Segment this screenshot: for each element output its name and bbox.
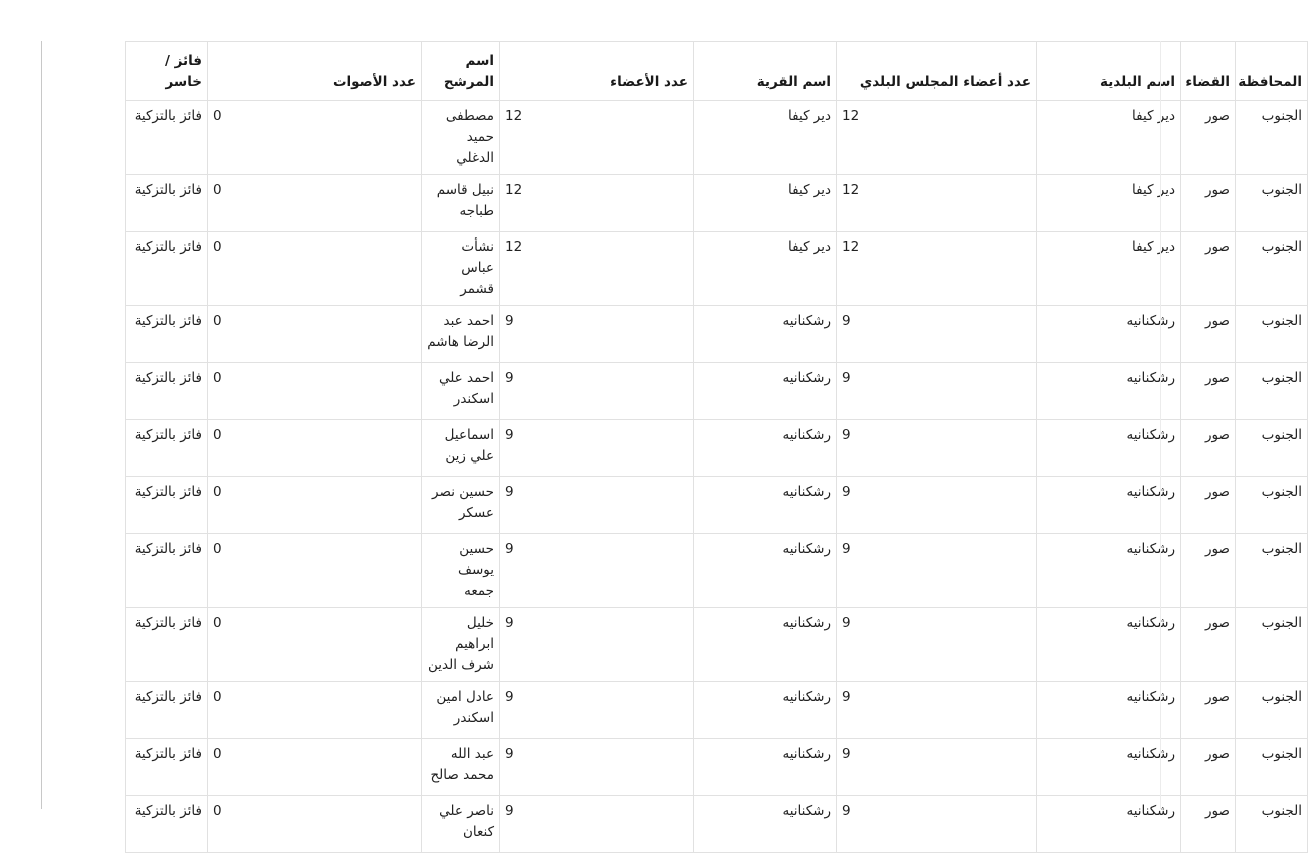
header-municipality: اسم البلدية: [1037, 42, 1181, 101]
cell-result: فائز بالتزكية: [126, 477, 208, 534]
cell-result: فائز بالتزكية: [126, 739, 208, 796]
cell-candidate: احمد علي اسكندر: [422, 363, 500, 420]
cell-candidate: عبد الله محمد صالح: [422, 739, 500, 796]
cell-governorate: الجنوب: [1236, 232, 1308, 306]
cell-governorate: الجنوب: [1236, 534, 1308, 608]
cell-candidate: حسين نصر عسكر: [422, 477, 500, 534]
cell-village: رشكنانيه: [694, 363, 837, 420]
cell-governorate: الجنوب: [1236, 420, 1308, 477]
cell-municipality: دير كيفا: [1037, 101, 1181, 175]
cell-council-members: 9: [837, 682, 1037, 739]
cell-result: فائز بالتزكية: [126, 101, 208, 175]
table-row: [43, 534, 1308, 608]
cell-municipality: رشكنانيه: [1037, 363, 1181, 420]
table-right-border: [1160, 41, 1161, 809]
cell-governorate: الجنوب: [1236, 477, 1308, 534]
cell-members: 9: [500, 534, 694, 608]
cell-result: فائز بالتزكية: [126, 534, 208, 608]
cell-governorate: الجنوب: [1236, 306, 1308, 363]
cell-votes: 0: [208, 363, 422, 420]
cell-candidate: نشأت عباس قشمر: [422, 232, 500, 306]
cell-council-members: 12: [837, 175, 1037, 232]
cell-district: صور: [1181, 739, 1236, 796]
header-village: اسم القرية: [694, 42, 837, 101]
cell-village: رشكنانيه: [694, 608, 837, 682]
cell-council-members: 9: [837, 796, 1037, 853]
cell-members: 9: [500, 608, 694, 682]
cell-municipality: رشكنانيه: [1037, 796, 1181, 853]
header-governorate: المحافظة: [1236, 42, 1308, 101]
table-row: [43, 232, 1308, 306]
cell-result: فائز بالتزكية: [126, 608, 208, 682]
table-row: [43, 175, 1308, 232]
header-council-members: عدد أعضاء المجلس البلدي: [837, 42, 1037, 101]
cell-result: فائز بالتزكية: [126, 232, 208, 306]
cell-district: صور: [1181, 420, 1236, 477]
cell-candidate: حسين يوسف جمعه: [422, 534, 500, 608]
cell-municipality: رشكنانيه: [1037, 306, 1181, 363]
cell-result: فائز بالتزكية: [126, 796, 208, 853]
cell-municipality: رشكنانيه: [1037, 477, 1181, 534]
cell-village: دير كيفا: [694, 175, 837, 232]
cell-votes: 0: [208, 534, 422, 608]
cell-candidate: خليل ابراهيم شرف الدين: [422, 608, 500, 682]
table-row: [43, 306, 1308, 363]
cell-candidate: ناصر علي كنعان: [422, 796, 500, 853]
cell-council-members: 9: [837, 739, 1037, 796]
cell-district: صور: [1181, 608, 1236, 682]
cell-result: فائز بالتزكية: [126, 363, 208, 420]
cell-governorate: الجنوب: [1236, 175, 1308, 232]
cell-votes: 0: [208, 477, 422, 534]
cell-municipality: دير كيفا: [1037, 232, 1181, 306]
cell-votes: 0: [208, 420, 422, 477]
cell-municipality: رشكنانيه: [1037, 739, 1181, 796]
cell-village: رشكنانيه: [694, 477, 837, 534]
cell-municipality: رشكنانيه: [1037, 420, 1181, 477]
cell-district: صور: [1181, 101, 1236, 175]
cell-members: 12: [500, 232, 694, 306]
cell-votes: 0: [208, 306, 422, 363]
cell-votes: 0: [208, 101, 422, 175]
cell-village: رشكنانيه: [694, 306, 837, 363]
cell-council-members: 9: [837, 477, 1037, 534]
cell-municipality: دير كيفا: [1037, 175, 1181, 232]
header-votes: عدد الأصوات: [208, 42, 422, 101]
cell-governorate: الجنوب: [1236, 796, 1308, 853]
table-row: [43, 420, 1308, 477]
cell-municipality: رشكنانيه: [1037, 682, 1181, 739]
cell-result: فائز بالتزكية: [126, 306, 208, 363]
cell-result: فائز بالتزكية: [126, 175, 208, 232]
results-table-container: [41, 41, 1302, 840]
cell-district: صور: [1181, 796, 1236, 853]
cell-members: 9: [500, 796, 694, 853]
header-candidate: اسم المرشح: [422, 42, 500, 101]
table-row: [43, 363, 1308, 420]
cell-candidate: مصطفى حميد الدغلي: [422, 101, 500, 175]
cell-governorate: الجنوب: [1236, 682, 1308, 739]
cell-candidate: نبيل قاسم طباجه: [422, 175, 500, 232]
header-district: القضاء: [1181, 42, 1236, 101]
table-row: [43, 739, 1308, 796]
cell-district: صور: [1181, 232, 1236, 306]
table-body: [43, 101, 1308, 853]
cell-council-members: 9: [837, 306, 1037, 363]
cell-members: 12: [500, 101, 694, 175]
cell-district: صور: [1181, 306, 1236, 363]
cell-council-members: 9: [837, 420, 1037, 477]
cell-members: 9: [500, 420, 694, 477]
cell-members: 9: [500, 306, 694, 363]
cell-result: فائز بالتزكية: [126, 682, 208, 739]
cell-district: صور: [1181, 477, 1236, 534]
cell-result: فائز بالتزكية: [126, 420, 208, 477]
cell-governorate: الجنوب: [1236, 101, 1308, 175]
cell-council-members: 9: [837, 534, 1037, 608]
table-row: [43, 101, 1308, 175]
cell-village: رشكنانيه: [694, 682, 837, 739]
cell-district: صور: [1181, 363, 1236, 420]
cell-governorate: الجنوب: [1236, 363, 1308, 420]
cell-council-members: 12: [837, 101, 1037, 175]
cell-council-members: 9: [837, 363, 1037, 420]
cell-votes: 0: [208, 796, 422, 853]
cell-members: 9: [500, 682, 694, 739]
cell-village: رشكنانيه: [694, 420, 837, 477]
cell-members: 9: [500, 739, 694, 796]
cell-village: دير كيفا: [694, 232, 837, 306]
cell-members: 12: [500, 175, 694, 232]
table-row: [43, 477, 1308, 534]
cell-village: رشكنانيه: [694, 796, 837, 853]
election-results-table: [42, 41, 1308, 853]
header-members: عدد الأعضاء: [500, 42, 694, 101]
table-row: [43, 608, 1308, 682]
cell-district: صور: [1181, 682, 1236, 739]
cell-district: صور: [1181, 534, 1236, 608]
cell-governorate: الجنوب: [1236, 739, 1308, 796]
cell-municipality: رشكنانيه: [1037, 608, 1181, 682]
table-row: [43, 682, 1308, 739]
header-result: فائز / خاسر: [126, 42, 208, 101]
cell-members: 9: [500, 363, 694, 420]
cell-council-members: 9: [837, 608, 1037, 682]
cell-village: رشكنانيه: [694, 534, 837, 608]
cell-municipality: رشكنانيه: [1037, 534, 1181, 608]
cell-village: دير كيفا: [694, 101, 837, 175]
table-row: [43, 796, 1308, 853]
table-header-row: [43, 42, 1308, 101]
cell-members: 9: [500, 477, 694, 534]
cell-votes: 0: [208, 739, 422, 796]
cell-district: صور: [1181, 175, 1236, 232]
cell-candidate: احمد عبد الرضا هاشم: [422, 306, 500, 363]
cell-council-members: 12: [837, 232, 1037, 306]
cell-votes: 0: [208, 175, 422, 232]
cell-governorate: الجنوب: [1236, 608, 1308, 682]
cell-candidate: اسماعيل علي زين: [422, 420, 500, 477]
cell-votes: 0: [208, 608, 422, 682]
cell-candidate: عادل امين اسكندر: [422, 682, 500, 739]
cell-votes: 0: [208, 682, 422, 739]
cell-votes: 0: [208, 232, 422, 306]
cell-village: رشكنانيه: [694, 739, 837, 796]
